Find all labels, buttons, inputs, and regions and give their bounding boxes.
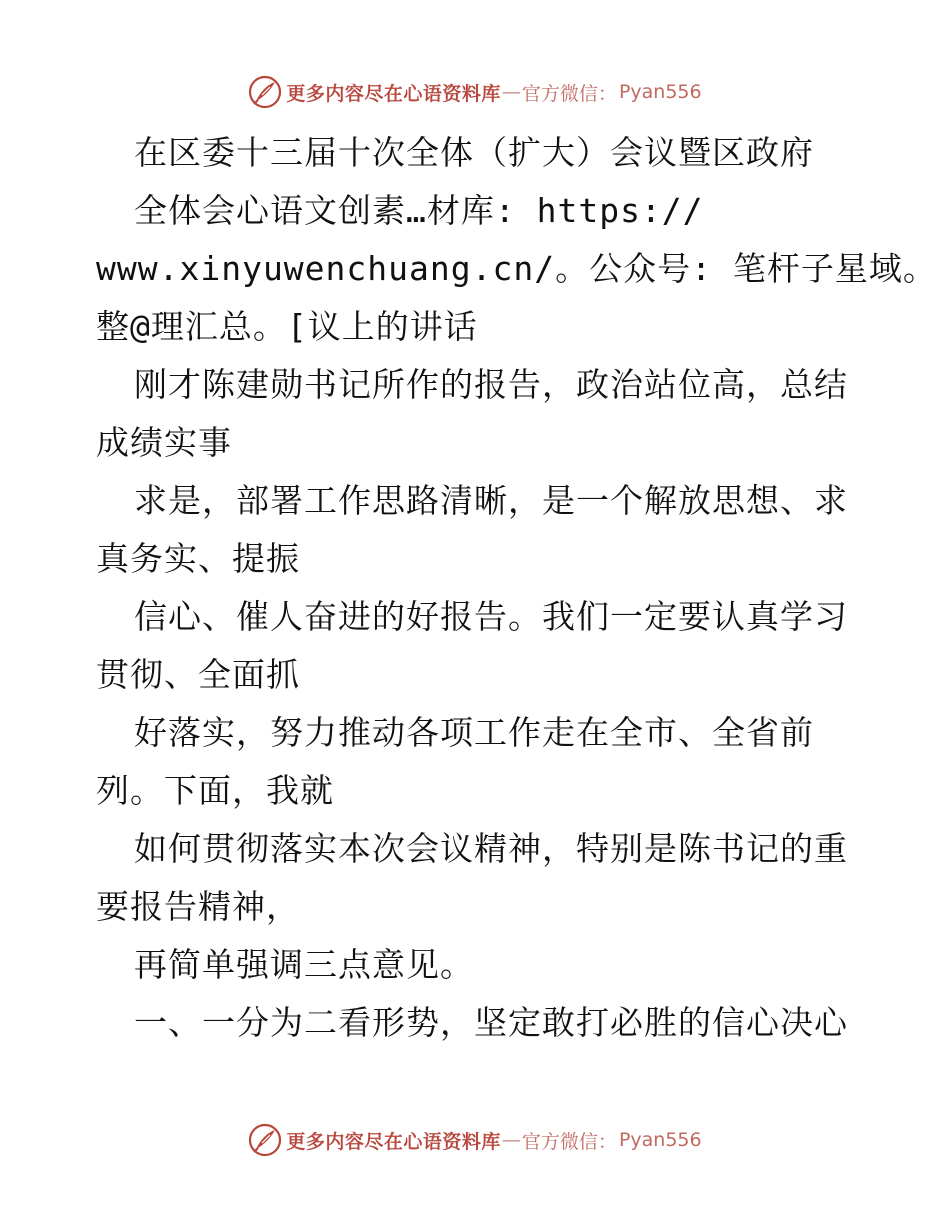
quill-pen-logo-icon: [248, 1123, 282, 1157]
text-line: 列。下面，我就: [96, 771, 334, 810]
text-line: 信心、催人奋进的好报告。我们一定要认真学习: [134, 597, 848, 636]
banner-dash: —: [501, 81, 521, 103]
footer-watermark-banner: [0, 1120, 950, 1160]
text-line: www.xinyuwenchuang.cn/。公众号: 笔杆子星域。: [96, 249, 937, 288]
text-line: 好落实，努力推动各项工作走在全市、全省前: [134, 713, 814, 752]
banner-main-text: 更多内容尽在心语资料库: [286, 82, 501, 105]
text-line: 贯彻、全面抓: [96, 655, 300, 694]
text-line: 如何贯彻落实本次会议精神，特别是陈书记的重: [134, 829, 848, 868]
banner-wechat-id: Pyan556: [618, 1129, 702, 1151]
text-line: 成绩实事: [96, 423, 232, 462]
header-watermark-banner: [0, 72, 950, 112]
text-line: 在区委十三届十次全体（扩大）会议暨区政府: [134, 133, 814, 172]
text-line: 整@理汇总。[议上的讲话: [96, 307, 478, 346]
text-line: 要报告精神，: [96, 887, 300, 926]
text-line: 刚才陈建勋书记所作的报告，政治站位高，总结: [134, 365, 848, 404]
text-line: 真务实、提振: [96, 539, 300, 578]
banner-wechat-label: 官方微信：: [521, 82, 617, 105]
banner-main-text: 更多内容尽在心语资料库: [286, 1130, 501, 1153]
document-body: [96, 124, 937, 1052]
text-line: 再简单强调三点意见。: [134, 945, 474, 984]
banner-dash: —: [501, 1129, 521, 1151]
banner-wechat-label: 官方微信：: [521, 1130, 617, 1153]
text-line: 一、一分为二看形势，坚定敢打必胜的信心决心: [134, 1003, 848, 1042]
quill-pen-logo-icon: [248, 75, 282, 109]
text-line: 全体会心语文创素…材库: https://: [134, 191, 704, 230]
banner-wechat-id: Pyan556: [618, 81, 702, 103]
text-line: 求是，部署工作思路清晰，是一个解放思想、求: [134, 481, 848, 520]
